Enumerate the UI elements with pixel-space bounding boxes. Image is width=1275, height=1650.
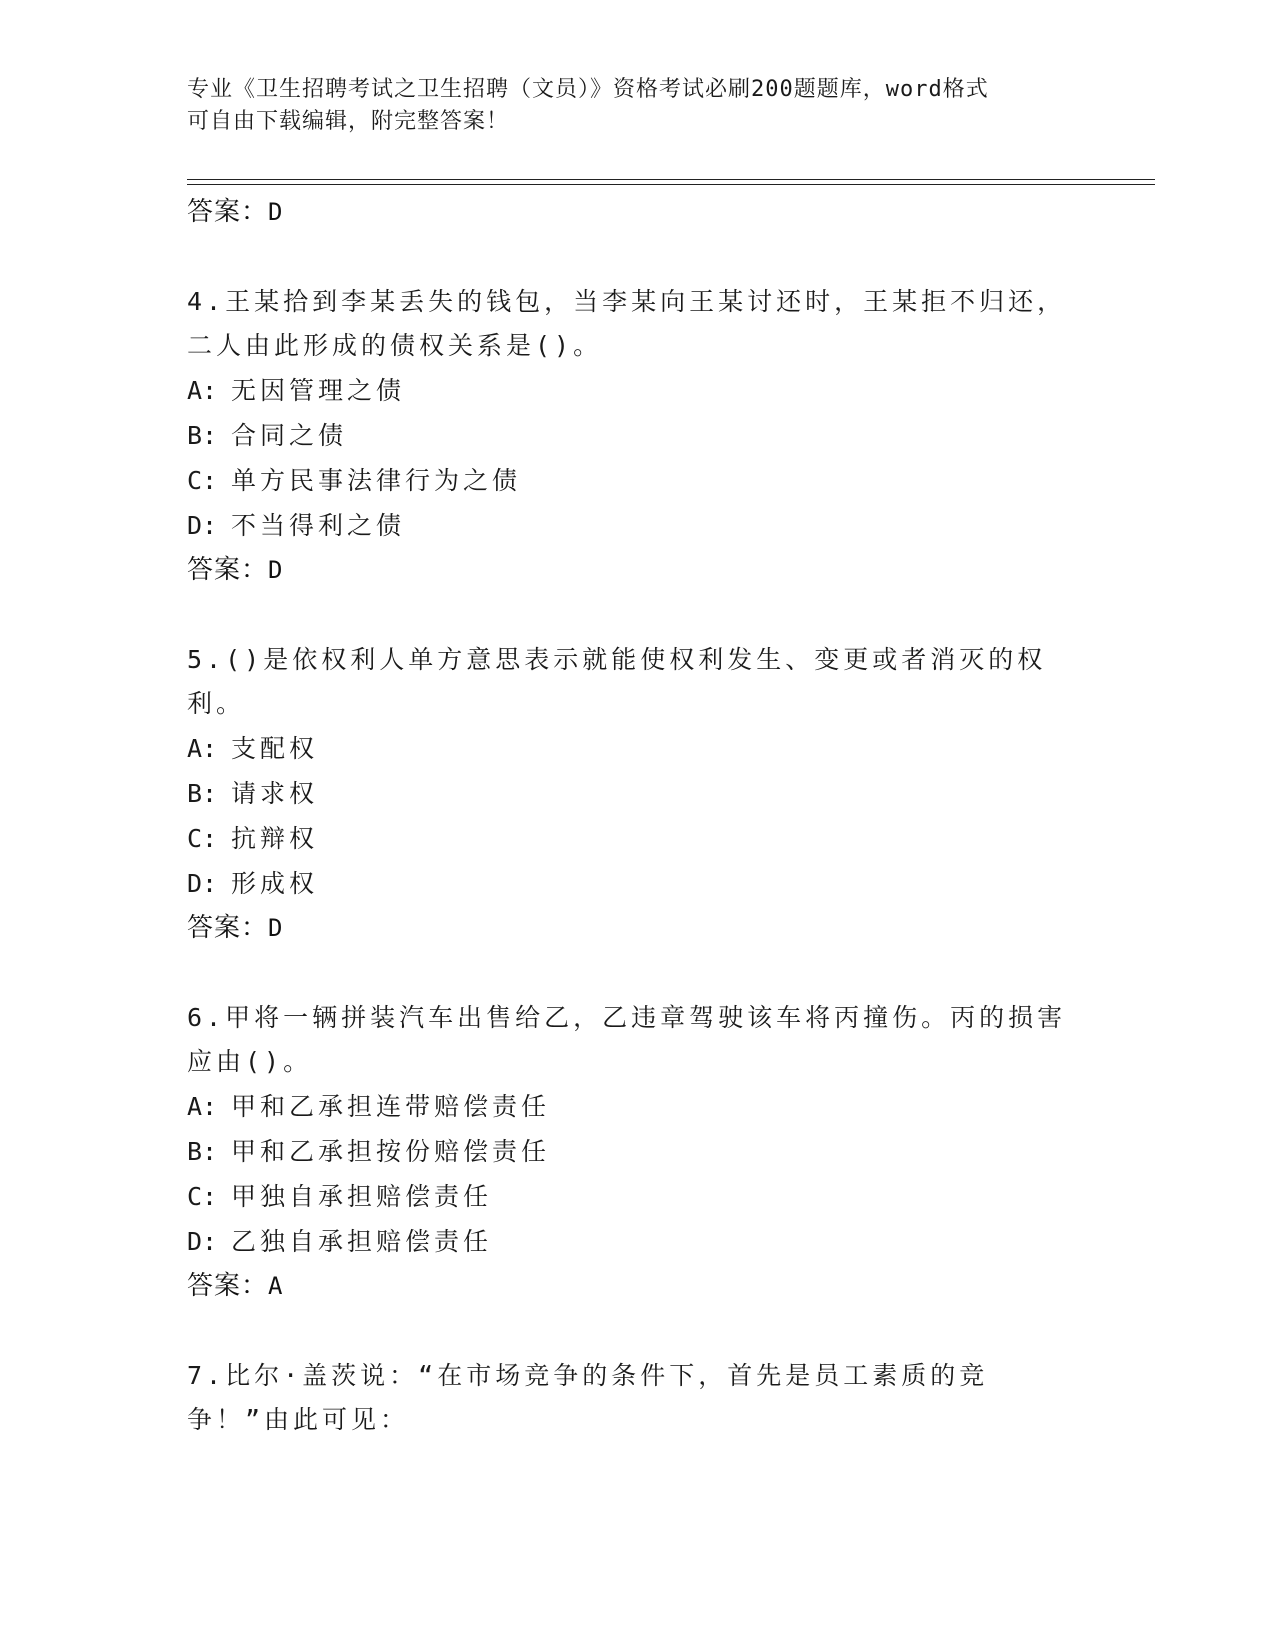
answer-line	[187, 548, 1087, 592]
option-b	[187, 771, 1087, 816]
option-b	[187, 413, 1087, 458]
header-line-1: 专业《卫生招聘考试之卫生招聘（文员）》资格考试必刷200题题库，word格式	[187, 77, 989, 102]
option-a	[187, 368, 1087, 413]
answer-line	[187, 906, 1087, 950]
answer-line	[187, 1264, 1087, 1308]
option-a	[187, 1084, 1087, 1129]
option-b	[187, 1129, 1087, 1174]
answer-label: 答案：	[187, 913, 269, 943]
answer-value: A	[268, 1272, 284, 1300]
option-text: 无因管理之债	[231, 376, 406, 405]
answer-value: D	[268, 914, 284, 942]
option-d	[187, 1219, 1087, 1264]
option-key: A:	[187, 1092, 218, 1121]
option-a	[187, 726, 1087, 771]
option-text: 请求权	[231, 779, 319, 808]
header-line-2: 可自由下载编辑，附完整答案！	[187, 109, 510, 134]
question-item	[187, 996, 1087, 1308]
question-list	[187, 190, 1087, 1442]
answer-line	[187, 190, 1087, 234]
option-key: A:	[187, 376, 218, 405]
option-text: 支配权	[231, 734, 319, 763]
question-text: 6.甲将一辆拼装汽车出售给乙，乙违章驾驶该车将丙撞伤。丙的损害应由()。	[187, 1003, 1067, 1076]
option-key: B:	[187, 1137, 218, 1166]
option-key: D:	[187, 869, 218, 898]
option-text: 乙独自承担赔偿责任	[231, 1227, 493, 1256]
header-divider-top	[187, 179, 1155, 180]
answer-label: 答案：	[187, 1271, 269, 1301]
answer-value: D	[268, 556, 284, 584]
question-text: 7.比尔·盖茨说：“在市场竞争的条件下，首先是员工素质的竞争！”由此可见：	[187, 1361, 989, 1434]
option-text: 单方民事法律行为之债	[231, 466, 522, 495]
answer-label: 答案：	[187, 555, 269, 585]
document-header	[187, 74, 1067, 138]
option-d	[187, 503, 1087, 548]
option-key: D:	[187, 511, 218, 540]
answer-value: D	[268, 198, 284, 226]
option-text: 不当得利之债	[231, 511, 406, 540]
option-text: 甲和乙承担按份赔偿责任	[231, 1137, 551, 1166]
question-item	[187, 638, 1087, 950]
option-c	[187, 458, 1087, 503]
question-item	[187, 280, 1087, 592]
option-key: B:	[187, 779, 218, 808]
option-c	[187, 1174, 1087, 1219]
question-item	[187, 1354, 1087, 1442]
option-text: 形成权	[231, 869, 319, 898]
option-key: C:	[187, 824, 218, 853]
header-divider-bottom	[187, 184, 1155, 185]
option-text: 合同之债	[231, 421, 348, 450]
option-text: 甲独自承担赔偿责任	[231, 1182, 493, 1211]
option-key: D:	[187, 1227, 218, 1256]
question-text: 5.()是依权利人单方意思表示就能使权利发生、变更或者消灭的权利。	[187, 645, 1047, 718]
option-text: 抗辩权	[231, 824, 319, 853]
answer-label: 答案：	[187, 197, 269, 227]
option-key: C:	[187, 1182, 218, 1211]
option-key: B:	[187, 421, 218, 450]
option-key: C:	[187, 466, 218, 495]
question-text: 4.王某拾到李某丢失的钱包，当李某向王某讨还时，王某拒不归还，二人由此形成的债权关系是()。	[187, 287, 1067, 360]
option-text: 甲和乙承担连带赔偿责任	[231, 1092, 551, 1121]
option-key: A:	[187, 734, 218, 763]
option-c	[187, 816, 1087, 861]
option-d	[187, 861, 1087, 906]
